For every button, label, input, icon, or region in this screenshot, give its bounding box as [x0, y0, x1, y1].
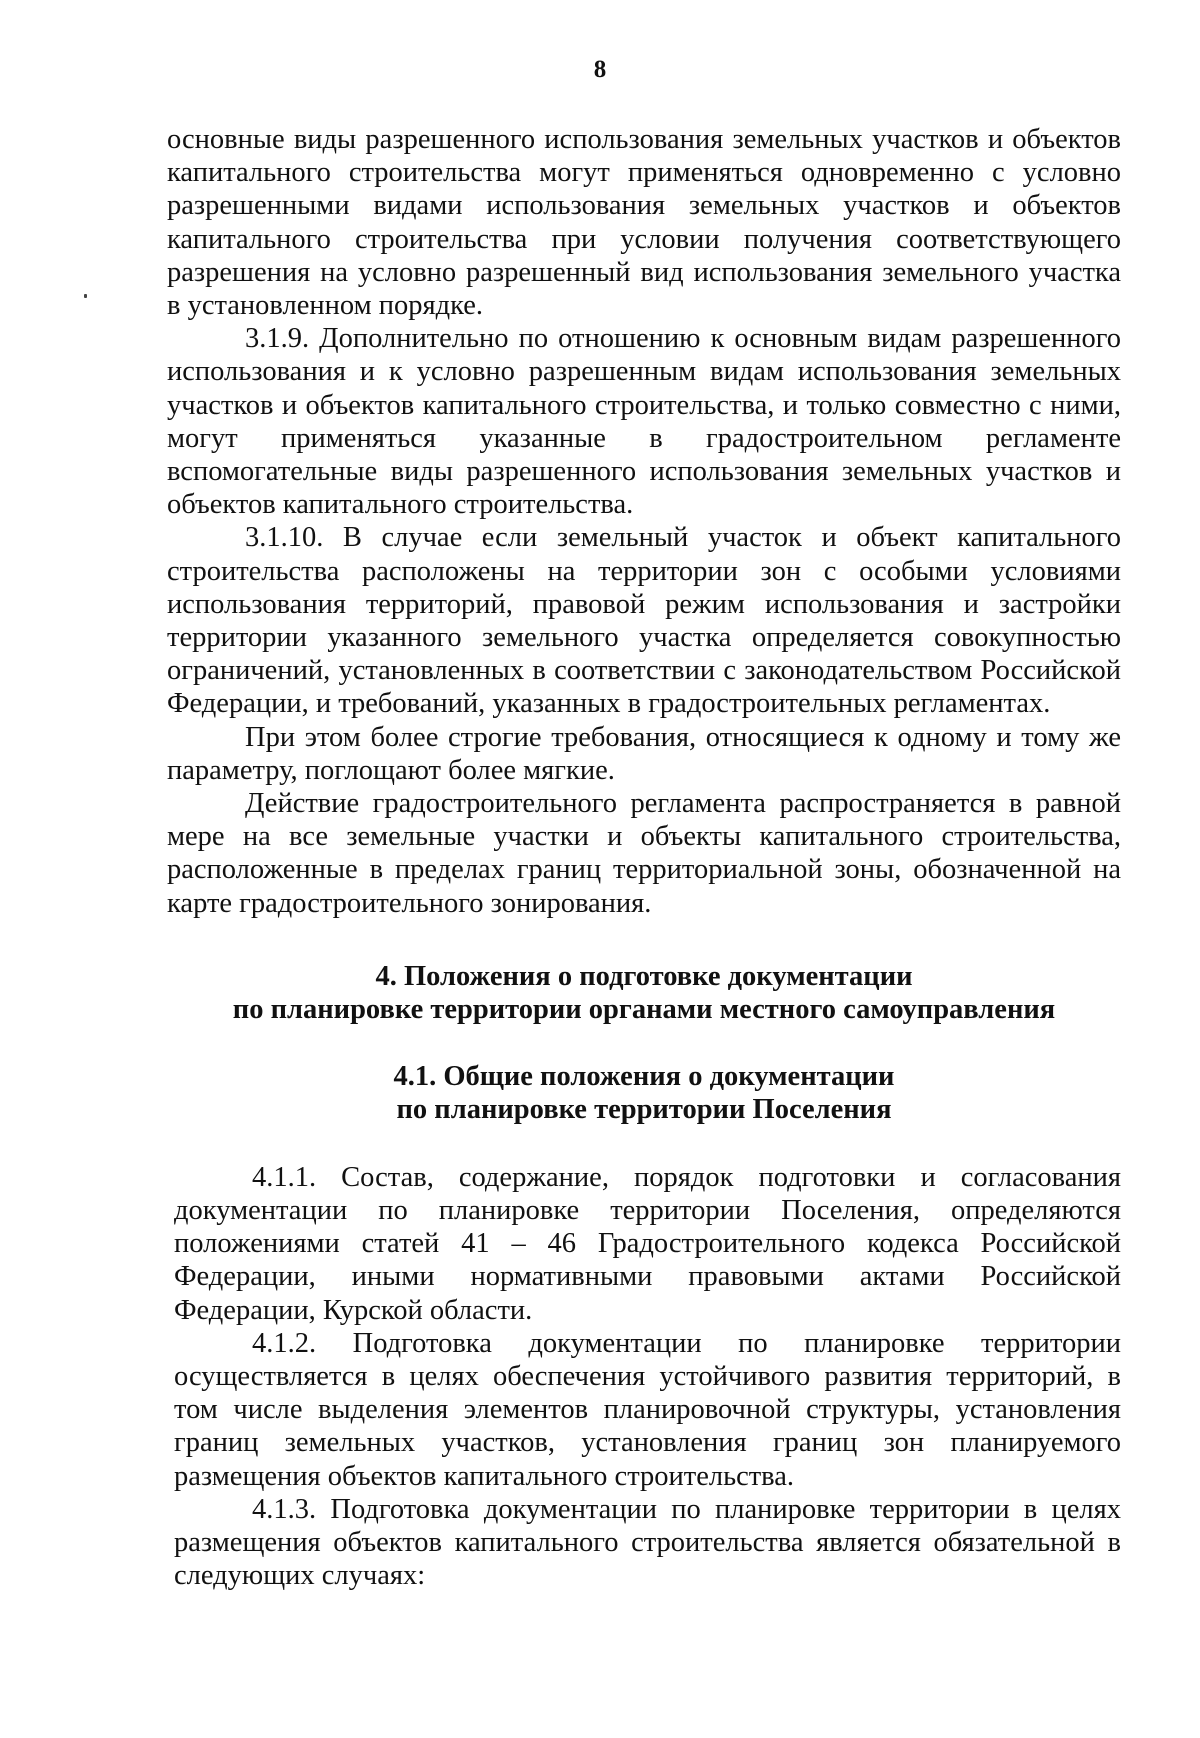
page-number: 8 — [593, 56, 607, 83]
section-4-1-heading-line-2: по планировке территории Поселения — [396, 1094, 892, 1126]
paragraph-continuation: основные виды разрешенного использования земельных участков и объектов капитального строительства могут применяться одновременно с условно разрешенными видами использования земельных участков и объектов капитального строительства при условии получения соответствующего разрешения на условно разрешенный вид использования земельного участка в установленном порядке. — [167, 124, 1121, 322]
section-4-heading — [167, 960, 1121, 1026]
document-body — [167, 123, 1121, 1592]
paragraph-4-1-3: 4.1.3. Подготовка документации по планировке территории в целях размещения объектов капитального строительства является обязательной в следующих случаях: — [174, 1493, 1121, 1592]
section-4-1-body — [167, 1161, 1121, 1593]
section-4-1-heading — [167, 1060, 1121, 1126]
scan-artifact — [84, 294, 87, 298]
paragraph-4-1-2: 4.1.2. Подготовка документации по планировке территории осуществляется в целях обеспечения устойчивого развития территорий, в том числе выделения элементов планировочной структуры, установления границ земельных участков, установления границ зон планируемого размещения объектов капитального строительства. — [174, 1327, 1121, 1492]
section-4-1-heading-line-1: 4.1. Общие положения о документации — [393, 1061, 895, 1093]
paragraph-regulation-scope: Действие градостроительного регламента распространяется в равной мере на все земельные участки и объекты капитального строительства, расположенные в пределах границ территориальной зоны, обозначенной на карте градостроительного зонирования. — [167, 788, 1121, 919]
paragraph-strict-requirements: При этом более строгие требования, относящиеся к одному и тому же параметру, поглощают более мягкие. — [167, 721, 1121, 786]
paragraph-3-1-10: 3.1.10. В случае если земельный участок и объект капитального строительства расположены на территории зон с особыми условиями использования территорий, правовой режим использования и застройки территории указанного земельного участка определяется совокупностью ограничений, установленных в соответствии с законодательством Российской Федерации, и требований, указанных в градостроительных регламентах. — [167, 522, 1121, 720]
section-4-heading-line-1: 4. Положения о подготовке документации — [375, 960, 913, 992]
paragraph-3-1-9: 3.1.9. Дополнительно по отношению к основным видам разрешенного использования и к условно разрешенным видам использования земельных участков и объектов капитального строительства, и только совместно с ними, могут применяться указанные в градостроительном регламенте вспомогательные виды разрешенного использования земельных участков и объектов капитального строительства. — [167, 323, 1121, 521]
section-4-heading-line-2: по планировке территории органами местного самоуправления — [232, 994, 1056, 1026]
paragraph-4-1-1: 4.1.1. Состав, содержание, порядок подготовки и согласования документации по планировке территории Поселения, определяются положениями статей 41 – 46 Градостроительного кодекса Российской Федерации, иными нормативными правовыми актами Российской Федерации, Курской области. — [174, 1161, 1121, 1326]
